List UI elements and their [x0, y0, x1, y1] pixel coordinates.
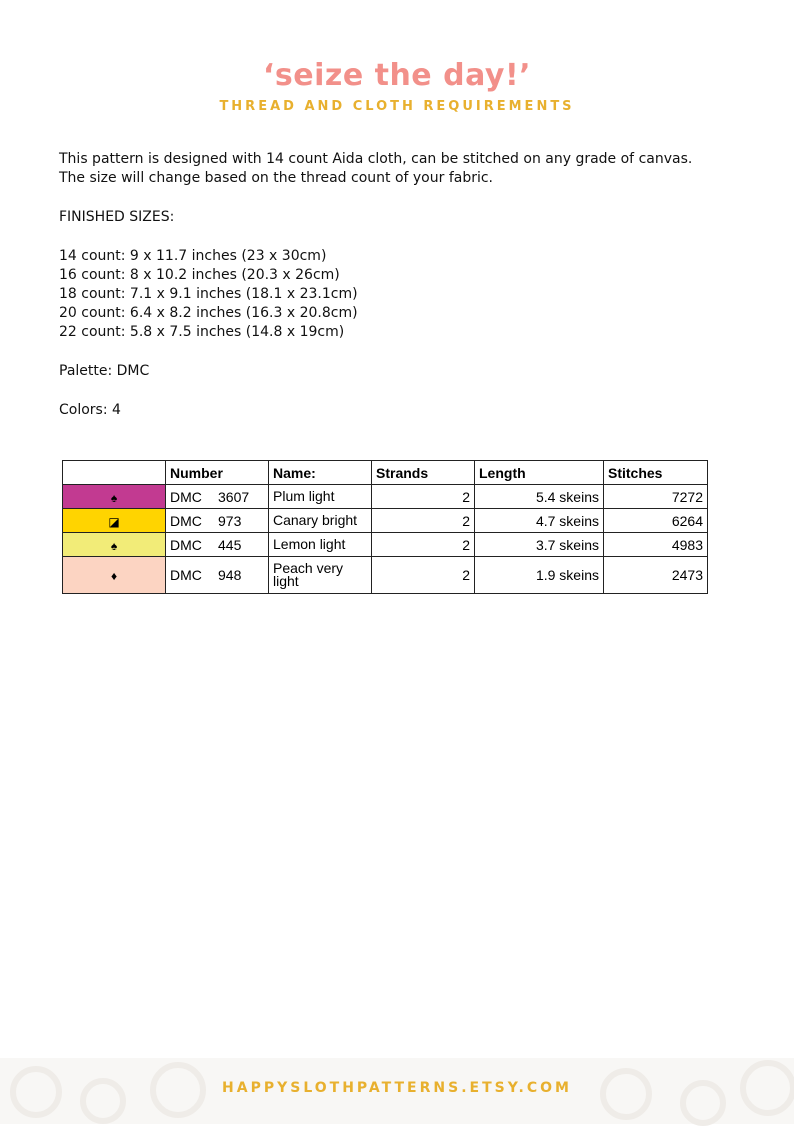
thread-brand: DMC: [170, 488, 202, 505]
colors-line: Colors: 4: [59, 402, 121, 418]
color-swatch: [63, 509, 166, 533]
page-title: ‘seize the day!’: [262, 58, 532, 93]
thread-length: 4.7 skeins: [475, 509, 604, 533]
thread-stitches: 4983: [604, 533, 708, 557]
table-row: [63, 557, 708, 594]
thread-number: [166, 509, 269, 533]
header-number: Number: [166, 461, 269, 485]
thread-table: [62, 460, 708, 594]
thread-number: [166, 485, 269, 509]
thread-brand: DMC: [170, 536, 202, 553]
thread-code: 445: [218, 536, 242, 553]
thread-strands: 2: [372, 557, 475, 594]
thread-stitches: 2473: [604, 557, 708, 594]
thread-strands: 2: [372, 533, 475, 557]
color-swatch: [63, 485, 166, 509]
table-header-row: [63, 461, 708, 485]
thread-name: Lemon light: [269, 533, 372, 557]
header-stitches: Stitches: [604, 461, 708, 485]
intro-paragraph: This pattern is designed with 14 count Aida cloth, can be stitched on any grade of canvas. The size will change based on the thread count of your fabric.: [59, 151, 693, 186]
thread-stitches: 7272: [604, 485, 708, 509]
thread-length: 1.9 skeins: [475, 557, 604, 594]
symbol-icon: ♠: [110, 490, 118, 505]
table-row: [63, 485, 708, 509]
thread-number: [166, 533, 269, 557]
thread-strands: 2: [372, 509, 475, 533]
symbol-icon: ♠: [110, 538, 118, 553]
color-swatch: [63, 533, 166, 557]
thread-name: Canary bright: [269, 509, 372, 533]
thread-code: 3607: [218, 488, 250, 505]
thread-brand: DMC: [170, 567, 202, 583]
table-row: [63, 509, 708, 533]
thread-length: 5.4 skeins: [475, 485, 604, 509]
size-line: 14 count: 9 x 11.7 inches (23 x 30cm): [59, 248, 327, 264]
thread-stitches: 6264: [604, 509, 708, 533]
size-line: 22 count: 5.8 x 7.5 inches (14.8 x 19cm): [59, 324, 345, 340]
color-swatch: [63, 557, 166, 594]
thread-brand: DMC: [170, 512, 202, 529]
sizes-heading: FINISHED SIZES:: [59, 209, 175, 225]
thread-code: 948: [218, 567, 242, 583]
header-name: Name:: [269, 461, 372, 485]
table-row: [63, 533, 708, 557]
sizes-list: [59, 247, 719, 342]
header-swatch: [63, 461, 166, 485]
size-line: 16 count: 8 x 10.2 inches (20.3 x 26cm): [59, 267, 340, 283]
header-length: Length: [475, 461, 604, 485]
thread-name: Plum light: [269, 485, 372, 509]
footer-url[interactable]: HAPPYSLOTHPATTERNS.ETSY.COM: [222, 1080, 572, 1096]
thread-number: [166, 557, 269, 594]
thread-strands: 2: [372, 485, 475, 509]
header-strands: Strands: [372, 461, 475, 485]
symbol-icon: ♦: [110, 569, 118, 583]
size-line: 18 count: 7.1 x 9.1 inches (18.1 x 23.1cm): [59, 286, 358, 302]
thread-name: Peach very light: [269, 557, 372, 594]
size-line: 20 count: 6.4 x 8.2 inches (16.3 x 20.8cm): [59, 305, 358, 321]
thread-code: 973: [218, 512, 242, 529]
symbol-icon: ◪: [108, 514, 120, 529]
palette-line: Palette: DMC: [59, 363, 150, 379]
thread-length: 3.7 skeins: [475, 533, 604, 557]
page-subtitle: THREAD AND CLOTH REQUIREMENTS: [219, 99, 575, 114]
footer: [0, 1058, 794, 1124]
